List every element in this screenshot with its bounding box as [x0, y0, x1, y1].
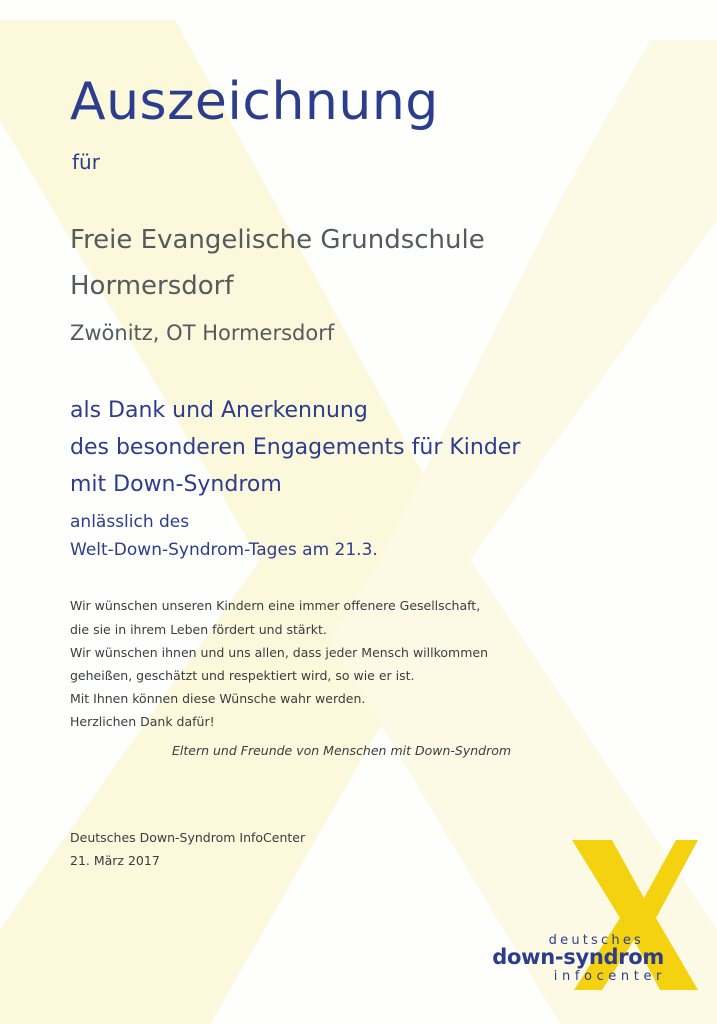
message-line: Mit Ihnen können diese Wünsche wahr werden. — [70, 691, 366, 706]
message-line: die sie in ihrem Leben fördert und stärkt. — [70, 622, 327, 637]
message-line: geheißen, geschätzt und respektiert wird, so wie er ist. — [70, 668, 415, 683]
recipient-name-line-1: Freie Evangelische Grundschule — [70, 225, 485, 255]
logo-word-infocenter: infocenter — [553, 969, 666, 984]
dedication-line: als Dank und Anerkennung — [70, 398, 368, 423]
logo-word-down-syndrom: down-syndrom — [492, 945, 664, 969]
issue-date: 21. März 2017 — [70, 853, 160, 868]
certificate-title: Auszeichnung — [70, 72, 439, 132]
message-line: Wir wünschen unseren Kindern eine immer offenere Gesellschaft, — [70, 598, 481, 613]
down-syndrom-infocenter-logo — [462, 840, 702, 990]
dedication-line: des besonderen Engagements für Kinder — [70, 435, 521, 460]
recipient-location: Zwönitz, OT Hormersdorf — [70, 321, 335, 345]
logo-word-deutsches: deutsches — [548, 933, 644, 948]
message-line: Wir wünschen ihnen und uns allen, dass jeder Mensch willkommen — [70, 645, 489, 660]
issuer-name: Deutsches Down-Syndrom InfoCenter — [70, 830, 306, 845]
occasion-line: Welt-Down-Syndrom-Tages am 21.3. — [70, 540, 378, 560]
recipient-name-line-2: Hormersdorf — [70, 271, 234, 301]
signature-line: Eltern und Freunde von Menschen mit Down-Syndrom — [172, 743, 512, 758]
dedication-line: mit Down-Syndrom — [70, 472, 282, 497]
occasion-line: anlässlich des — [70, 512, 190, 532]
message-line: Herzlichen Dank dafür! — [70, 714, 215, 729]
preposition-text: für — [72, 150, 100, 174]
